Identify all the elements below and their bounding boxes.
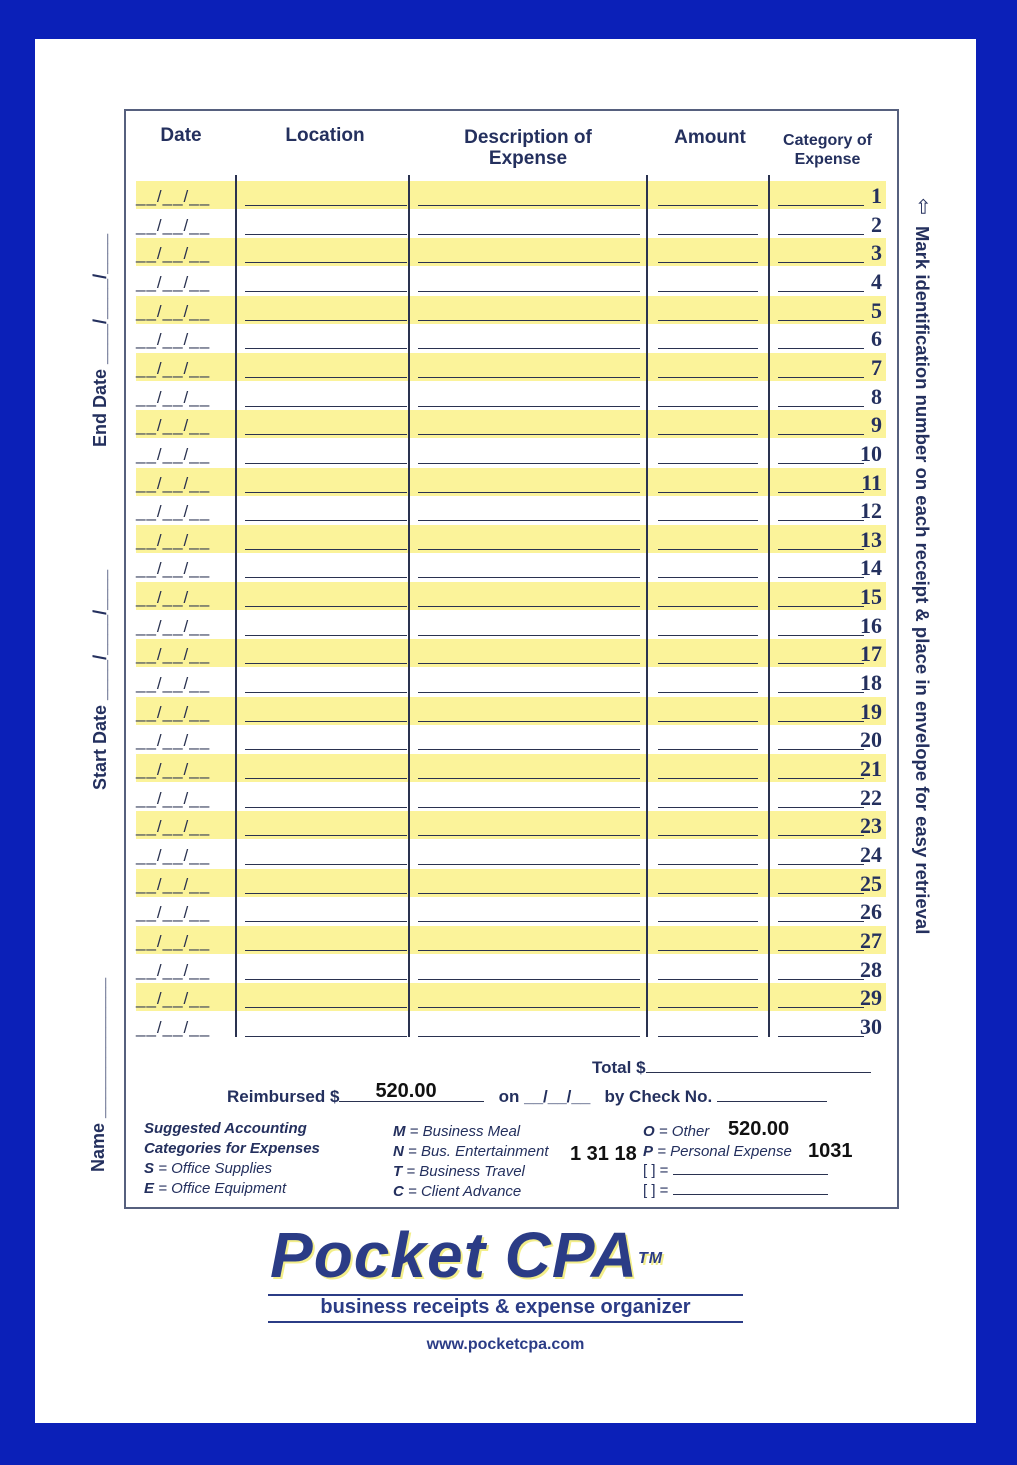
table-row	[136, 582, 886, 610]
description-field[interactable]	[418, 835, 640, 836]
description-field[interactable]	[418, 320, 640, 321]
amount-field[interactable]	[658, 549, 758, 550]
table-row	[136, 668, 886, 696]
location-field[interactable]	[245, 234, 407, 235]
location-field[interactable]	[245, 692, 407, 693]
description-field[interactable]	[418, 348, 640, 349]
date-field[interactable]: __/__/__	[136, 1017, 211, 1037]
date-field[interactable]: __/__/__	[136, 502, 211, 522]
table-row	[136, 955, 886, 983]
amount-field[interactable]	[658, 463, 758, 464]
location-field[interactable]	[245, 721, 407, 722]
table-row	[136, 926, 886, 954]
category-field[interactable]	[778, 721, 864, 722]
table-row	[136, 439, 886, 467]
handwritten-date: 1 31 18	[570, 1143, 637, 1165]
description-field[interactable]	[418, 749, 640, 750]
date-field[interactable]: __/__/__	[136, 444, 211, 464]
row-number: 27	[860, 927, 882, 953]
category-field[interactable]	[778, 1036, 864, 1037]
location-field[interactable]	[245, 291, 407, 292]
amount-field[interactable]	[658, 864, 758, 865]
amount-field[interactable]	[658, 635, 758, 636]
location-field[interactable]	[245, 635, 407, 636]
table-row	[136, 238, 886, 266]
category-legend-item: M = Business Meal	[393, 1123, 521, 1140]
column-divider	[646, 175, 648, 1037]
table-row	[136, 210, 886, 238]
amount-field[interactable]	[658, 893, 758, 894]
category-field[interactable]	[778, 234, 864, 235]
row-number: 7	[871, 354, 882, 380]
table-row	[136, 496, 886, 524]
custom-category-2: [ ] =	[643, 1182, 828, 1199]
row-number: 28	[860, 956, 882, 982]
column-divider	[235, 175, 237, 1037]
row-number: 2	[871, 211, 882, 237]
category-field[interactable]	[778, 549, 864, 550]
amount-field[interactable]	[658, 921, 758, 922]
row-number: 23	[860, 813, 882, 839]
header-description: Description of Expense	[464, 127, 592, 169]
total-field[interactable]	[646, 1072, 871, 1073]
amount-field[interactable]	[658, 979, 758, 980]
table-row	[136, 869, 886, 897]
location-field[interactable]	[245, 835, 407, 836]
row-number: 20	[860, 727, 882, 753]
amount-field[interactable]	[658, 835, 758, 836]
table-row	[136, 639, 886, 667]
location-field[interactable]	[245, 549, 407, 550]
table-row	[136, 983, 886, 1011]
amount-field[interactable]	[658, 520, 758, 521]
reimbursed-line: Reimbursed $ 520.00 on __/__/__ by Check No.	[227, 1087, 827, 1107]
date-field[interactable]: __/__/__	[136, 187, 211, 206]
location-field[interactable]	[245, 893, 407, 894]
category-field[interactable]	[778, 1007, 864, 1008]
row-number: 17	[860, 641, 882, 667]
table-row	[136, 553, 886, 581]
pocket-cpa-logo: Pocket CPA™	[270, 1219, 664, 1291]
row-number: 13	[860, 526, 882, 552]
row-number: 25	[860, 870, 882, 896]
description-field[interactable]	[418, 807, 640, 808]
location-field[interactable]	[245, 434, 407, 435]
date-field[interactable]: __/__/__	[136, 616, 211, 636]
category-field[interactable]	[778, 320, 864, 321]
date-field[interactable]: __/__/__	[136, 330, 211, 350]
category-legend-item: C = Client Advance	[393, 1183, 522, 1200]
table-row	[136, 410, 886, 438]
description-field[interactable]	[418, 577, 640, 578]
description-field[interactable]	[418, 549, 640, 550]
date-field[interactable]: __/__/__	[136, 215, 211, 235]
description-field[interactable]	[418, 721, 640, 722]
date-field[interactable]: __/__/__	[136, 272, 211, 292]
amount-field[interactable]	[658, 663, 758, 664]
table-row	[136, 840, 886, 868]
category-field[interactable]	[778, 606, 864, 607]
category-field[interactable]	[778, 663, 864, 664]
categories-title-2: Categories for Expenses	[144, 1140, 320, 1157]
category-field[interactable]	[778, 577, 864, 578]
table-row	[136, 897, 886, 925]
table-row	[136, 382, 886, 410]
location-field[interactable]	[245, 979, 407, 980]
location-field[interactable]	[245, 520, 407, 521]
amount-field[interactable]	[658, 406, 758, 407]
category-field[interactable]	[778, 835, 864, 836]
category-field[interactable]	[778, 778, 864, 779]
location-field[interactable]	[245, 320, 407, 321]
date-field[interactable]: __/__/__	[136, 702, 211, 722]
amount-field[interactable]	[658, 721, 758, 722]
start-date-field[interactable]: Start Date ____/____/____	[90, 569, 110, 790]
end-date-field[interactable]: End Date ____/____/____	[90, 233, 110, 447]
row-number: 15	[860, 584, 882, 610]
amount-field[interactable]	[658, 606, 758, 607]
location-field[interactable]	[245, 377, 407, 378]
row-number: 9	[871, 412, 882, 438]
date-field[interactable]: __/__/__	[136, 301, 211, 321]
location-field[interactable]	[245, 492, 407, 493]
date-field[interactable]: __/__/__	[136, 588, 211, 608]
location-field[interactable]	[245, 1036, 407, 1037]
row-number: 16	[860, 612, 882, 638]
table-row	[136, 811, 886, 839]
date-field[interactable]: __/__/__	[136, 931, 211, 951]
category-field[interactable]	[778, 291, 864, 292]
description-field[interactable]	[418, 893, 640, 894]
location-field[interactable]	[245, 577, 407, 578]
categories-title-1: Suggested Accounting	[144, 1120, 307, 1137]
location-field[interactable]	[245, 778, 407, 779]
row-number: 11	[861, 469, 882, 495]
table-row	[136, 267, 886, 295]
amount-field[interactable]	[658, 1036, 758, 1037]
amount-field[interactable]	[658, 348, 758, 349]
category-legend-item: T = Business Travel	[393, 1163, 525, 1180]
description-field[interactable]	[418, 1007, 640, 1008]
category-field[interactable]	[778, 807, 864, 808]
row-number: 3	[871, 240, 882, 266]
category-legend-item: E = Office Equipment	[144, 1180, 287, 1197]
location-field[interactable]	[245, 1007, 407, 1008]
handwritten-amount: 520.00	[728, 1118, 790, 1140]
row-number: 12	[860, 498, 882, 524]
location-field[interactable]	[245, 606, 407, 607]
category-legend-item: O = Other	[643, 1123, 710, 1140]
row-number: 24	[860, 841, 882, 867]
amount-field[interactable]	[658, 320, 758, 321]
date-field[interactable]: __/__/__	[136, 960, 211, 980]
amount-field[interactable]	[658, 778, 758, 779]
description-field[interactable]	[418, 921, 640, 922]
category-field[interactable]	[778, 434, 864, 435]
category-field[interactable]	[778, 492, 864, 493]
date-field[interactable]: __/__/__	[136, 244, 211, 264]
location-field[interactable]	[245, 749, 407, 750]
table-row	[136, 181, 886, 209]
description-field[interactable]	[418, 434, 640, 435]
location-field[interactable]	[245, 864, 407, 865]
table-row	[136, 754, 886, 782]
date-field[interactable]: __/__/__	[136, 645, 211, 665]
table-row	[136, 353, 886, 381]
description-field[interactable]	[418, 635, 640, 636]
table-row	[136, 296, 886, 324]
date-field[interactable]: __/__/__	[136, 530, 211, 550]
reimbursed-field[interactable]: 520.00	[339, 1101, 484, 1102]
location-field[interactable]	[245, 205, 407, 206]
arrow-icon: ⇦	[911, 198, 934, 215]
header-amount: Amount	[674, 127, 746, 148]
category-field[interactable]	[778, 262, 864, 263]
row-number: 14	[860, 555, 882, 581]
description-field[interactable]	[418, 205, 640, 206]
amount-field[interactable]	[658, 234, 758, 235]
category-field[interactable]	[778, 749, 864, 750]
location-field[interactable]	[245, 950, 407, 951]
amount-field[interactable]	[658, 807, 758, 808]
row-number: 30	[860, 1013, 882, 1039]
description-field[interactable]	[418, 406, 640, 407]
amount-field[interactable]	[658, 377, 758, 378]
location-field[interactable]	[245, 463, 407, 464]
amount-field[interactable]	[658, 291, 758, 292]
row-number: 21	[860, 756, 882, 781]
description-field[interactable]	[418, 950, 640, 951]
date-field[interactable]: __/__/__	[136, 903, 211, 923]
description-field[interactable]	[418, 663, 640, 664]
amount-field[interactable]	[658, 262, 758, 263]
row-number: 29	[860, 985, 882, 1011]
location-field[interactable]	[245, 348, 407, 349]
website-link[interactable]: www.pocketcpa.com	[426, 1336, 585, 1353]
category-legend-item: N = Bus. Entertainment	[393, 1143, 549, 1160]
description-field[interactable]	[418, 520, 640, 521]
date-field[interactable]: __/__/__	[136, 760, 211, 779]
reimbursed-date-field[interactable]: __/__/__	[524, 1087, 591, 1106]
date-field[interactable]: __/__/__	[136, 817, 211, 837]
amount-field[interactable]	[658, 692, 758, 693]
description-field[interactable]	[418, 234, 640, 235]
description-field[interactable]	[418, 377, 640, 378]
category-field[interactable]	[778, 520, 864, 521]
date-field[interactable]: __/__/__	[136, 387, 211, 407]
category-field[interactable]	[778, 893, 864, 894]
category-field[interactable]	[778, 864, 864, 865]
row-number: 26	[860, 899, 882, 925]
table-row	[136, 525, 886, 553]
location-field[interactable]	[245, 262, 407, 263]
tagline: business receipts & expense organizer	[268, 1296, 743, 1323]
amount-field[interactable]	[658, 434, 758, 435]
date-field[interactable]: __/__/__	[136, 416, 211, 436]
receipt-instruction: Mark identification number on each receipt & place in envelope for easy retrieval	[912, 226, 933, 935]
amount-field[interactable]	[658, 492, 758, 493]
description-field[interactable]	[418, 262, 640, 263]
location-field[interactable]	[245, 663, 407, 664]
date-field[interactable]: __/__/__	[136, 874, 211, 894]
row-number: 1	[871, 183, 882, 208]
amount-field[interactable]	[658, 205, 758, 206]
amount-field[interactable]	[658, 749, 758, 750]
category-field[interactable]	[778, 921, 864, 922]
custom-category-1: [ ] =	[643, 1162, 828, 1179]
table-row	[136, 783, 886, 811]
category-field[interactable]	[778, 205, 864, 206]
description-field[interactable]	[418, 291, 640, 292]
table-row	[136, 611, 886, 639]
total-label: Total $	[592, 1058, 871, 1078]
category-field[interactable]	[778, 692, 864, 693]
date-field[interactable]: __/__/__	[136, 731, 211, 751]
date-field[interactable]: __/__/__	[136, 358, 211, 378]
date-field[interactable]: __/__/__	[136, 559, 211, 579]
column-divider	[408, 175, 410, 1037]
date-field[interactable]: __/__/__	[136, 989, 211, 1009]
table-row	[136, 697, 886, 725]
description-field[interactable]	[418, 1036, 640, 1037]
column-divider	[768, 175, 770, 1037]
amount-field[interactable]	[658, 577, 758, 578]
description-field[interactable]	[418, 606, 640, 607]
category-field[interactable]	[778, 377, 864, 378]
header-category: Category of Expense	[783, 132, 872, 168]
row-number: 10	[860, 440, 882, 466]
check-number-field[interactable]	[717, 1101, 827, 1102]
category-field[interactable]	[778, 635, 864, 636]
handwritten-check-number: 1031	[808, 1140, 853, 1162]
description-field[interactable]	[418, 692, 640, 693]
description-field[interactable]	[418, 979, 640, 980]
category-field[interactable]	[778, 406, 864, 407]
location-field[interactable]	[245, 921, 407, 922]
description-field[interactable]	[418, 778, 640, 779]
table-row	[136, 725, 886, 753]
header-location: Location	[285, 125, 365, 146]
category-field[interactable]	[778, 348, 864, 349]
amount-field[interactable]	[658, 950, 758, 951]
category-field[interactable]	[778, 463, 864, 464]
row-number: 5	[871, 297, 882, 323]
category-legend-item: S = Office Supplies	[144, 1160, 272, 1177]
table-row	[136, 324, 886, 352]
row-number: 19	[860, 698, 882, 724]
date-field[interactable]: __/__/__	[136, 788, 211, 808]
location-field[interactable]	[245, 406, 407, 407]
name-field[interactable]: Name ______________	[88, 977, 108, 1172]
row-number: 8	[871, 383, 882, 409]
row-number: 4	[871, 268, 882, 294]
row-number: 18	[860, 670, 882, 696]
row-number: 22	[860, 784, 882, 810]
row-number: 6	[871, 326, 882, 352]
date-field[interactable]: __/__/__	[136, 674, 211, 694]
description-field[interactable]	[418, 492, 640, 493]
date-field[interactable]: __/__/__	[136, 473, 211, 493]
description-field[interactable]	[418, 463, 640, 464]
amount-field[interactable]	[658, 1007, 758, 1008]
location-field[interactable]	[245, 807, 407, 808]
date-field[interactable]: __/__/__	[136, 845, 211, 865]
description-field[interactable]	[418, 864, 640, 865]
table-row	[136, 1012, 886, 1040]
category-field[interactable]	[778, 979, 864, 980]
category-legend-item: P = Personal Expense	[643, 1143, 792, 1160]
header-date: Date	[160, 125, 202, 146]
category-field[interactable]	[778, 950, 864, 951]
table-row	[136, 468, 886, 496]
